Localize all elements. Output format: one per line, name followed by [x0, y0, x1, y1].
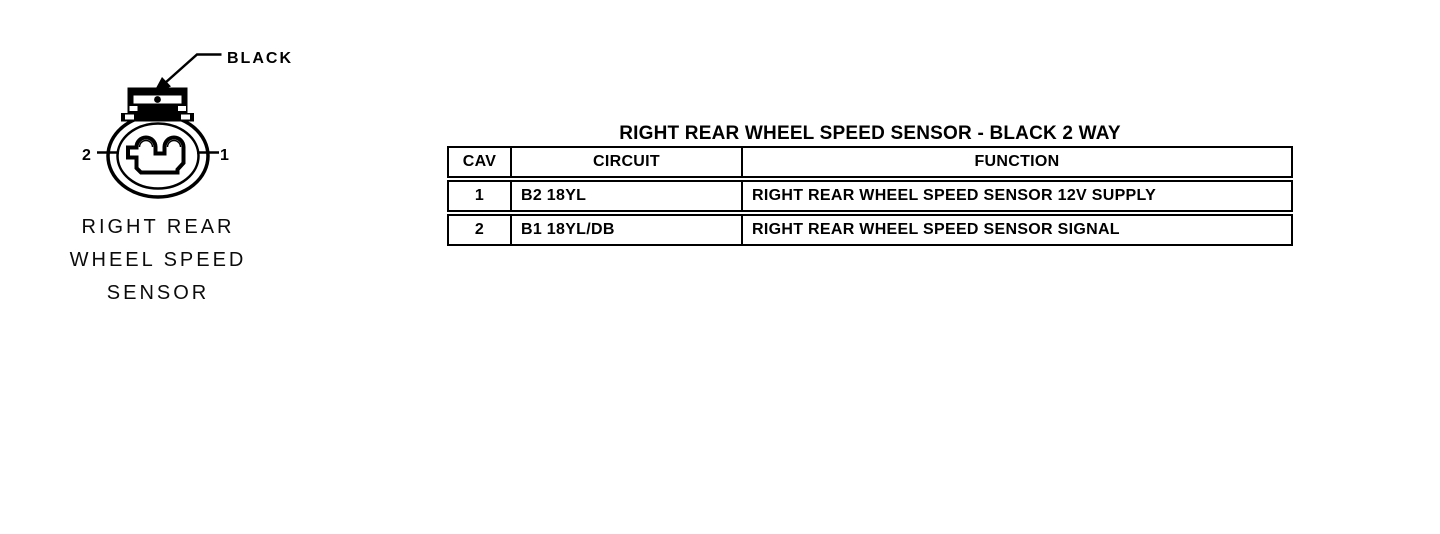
terminal-cavity-housing	[128, 138, 184, 173]
lock-tab-base-notch-left	[125, 115, 134, 120]
lock-tab-base-notch-right	[181, 115, 190, 120]
pinout-table-title: RIGHT REAR WHEEL SPEED SENSOR - BLACK 2 WAY	[619, 123, 1121, 144]
row2-circuit: B1 18YL/DB	[512, 216, 743, 244]
table-row	[447, 214, 1293, 246]
pinout-table-header-row	[447, 146, 1293, 178]
lock-tab-dot	[154, 96, 161, 103]
row1-cav: 1	[449, 182, 512, 210]
table-row	[447, 180, 1293, 212]
pin-label-1: 1	[220, 147, 229, 164]
row2-function: RIGHT REAR WHEEL SPEED SENSOR SIGNAL	[752, 221, 1120, 238]
connector-color-label: BLACK	[227, 50, 293, 67]
row1-function: RIGHT REAR WHEEL SPEED SENSOR 12V SUPPLY	[752, 187, 1157, 204]
lock-tab-notch-right	[178, 106, 186, 111]
callout-leader-line	[165, 55, 222, 84]
lock-tab-notch-left	[130, 106, 138, 111]
connector-caption	[36, 211, 280, 310]
pin-label-2: 2	[82, 147, 91, 164]
connector-caption-line1: RIGHT REAR	[81, 216, 235, 238]
connector-diagram	[70, 30, 300, 210]
connector-caption-line3: SENSOR	[106, 282, 210, 304]
row2-cav: 2	[449, 216, 512, 244]
pinout-table	[447, 146, 1293, 248]
header-circuit: CIRCUIT	[512, 148, 743, 176]
connector-caption-line2: WHEEL SPEED	[69, 249, 247, 271]
header-function: FUNCTION	[974, 153, 1060, 170]
row1-circuit: B2 18YL	[512, 182, 743, 210]
header-cav: CAV	[449, 148, 512, 176]
